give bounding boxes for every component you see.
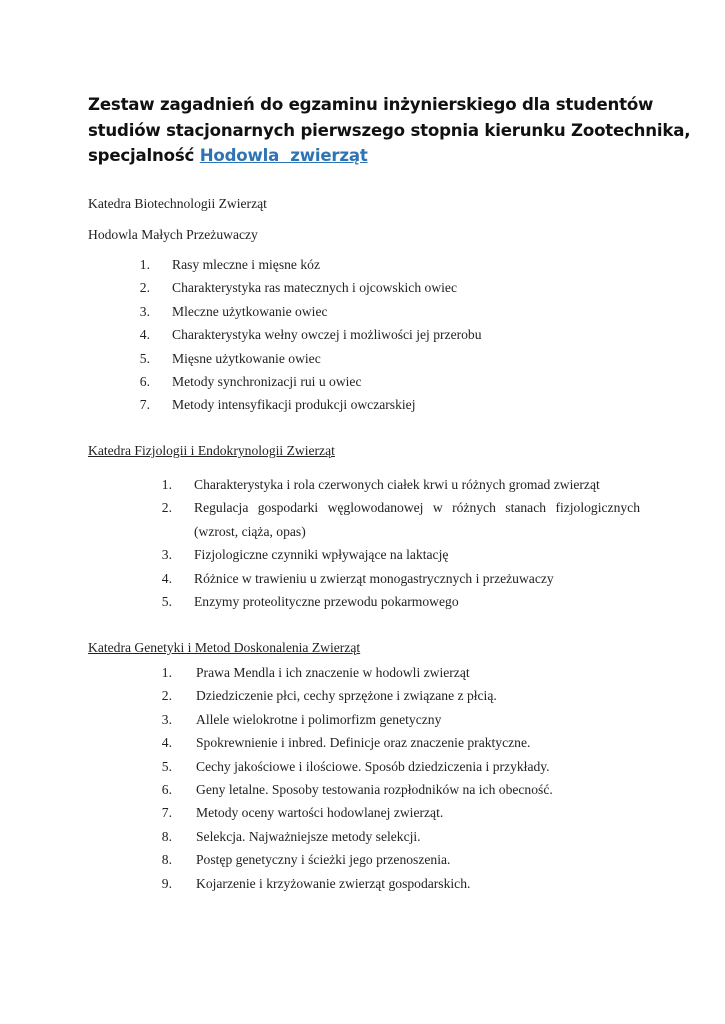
- document-title: [88, 92, 691, 169]
- item-text: Mięsne użytkowanie owiec: [172, 350, 321, 366]
- item-text: Dziedziczenie płci, cechy sprzężone i związane z płcią.: [196, 688, 497, 704]
- item-text: Kojarzenie i krzyżowanie zwierząt gospodarskich.: [196, 875, 471, 891]
- item-number: 5.: [139, 350, 150, 366]
- title-line-3: [88, 143, 688, 169]
- item-text: [194, 496, 640, 543]
- list-item: [154, 496, 640, 543]
- item-text: Prawa Mendla i ich znaczenie w hodowli zwierząt: [196, 665, 470, 680]
- list-item: [154, 590, 640, 613]
- item-text: Selekcja. Najważniejsze metody selekcji.: [196, 828, 421, 844]
- item-number: 3.: [161, 547, 172, 563]
- item-number: 4.: [139, 327, 150, 343]
- item-text: Metody oceny wartości hodowlanej zwierząt.: [196, 805, 444, 821]
- item-number: 3.: [161, 711, 172, 727]
- item-number: 7.: [139, 397, 150, 413]
- item-text: Allele wielokrotne i polimorfizm genetyczny: [196, 711, 442, 727]
- item-number: 6.: [161, 781, 172, 797]
- section-heading-genetics: Katedra Genetyki i Metod Doskonalenia Zwierząt: [88, 640, 361, 655]
- item-text: Geny letalne. Sposoby testowania rozpłodników na ich obecność.: [196, 781, 553, 797]
- item-number: 9.: [161, 875, 172, 891]
- list-item: [154, 543, 640, 566]
- item-text: Spokrewnienie i inbred. Definicje oraz znaczenie praktyczne.: [196, 735, 531, 751]
- item-text: Postęp genetyczny i ścieżki jego przenoszenia.: [196, 852, 451, 868]
- section-subheading-small-ruminants: Hodowla Małych Przeżuwaczy: [88, 227, 258, 242]
- list-item: [154, 473, 640, 496]
- item-number: 1.: [139, 257, 150, 272]
- item-text: Enzymy proteolityczne przewodu pokarmowego: [194, 593, 459, 609]
- item-number: 4.: [161, 570, 172, 586]
- item-number: 6.: [139, 373, 150, 389]
- item-number: 1.: [161, 477, 172, 492]
- item-number: 4.: [161, 735, 172, 751]
- item-number: 5.: [161, 593, 172, 609]
- item-number: 5.: [161, 758, 172, 774]
- item-text: Metody synchronizacji rui u owiec: [172, 373, 362, 389]
- section-heading-physiology: Katedra Fizjologii i Endokrynologii Zwierząt: [88, 443, 335, 458]
- item-text: Mleczne użytkowanie owiec: [172, 303, 328, 319]
- item-number: 2.: [161, 500, 172, 516]
- item-text: Charakterystyka ras matecznych i ojcowskich owiec: [172, 280, 457, 296]
- item-number: 3.: [139, 303, 150, 319]
- title-line-2: studiów stacjonarnych pierwszego stopnia kierunku Zootechnika,: [88, 120, 691, 140]
- item-number: 7.: [161, 805, 172, 821]
- item-text-line-2: (wzrost, ciąża, opas): [194, 523, 306, 539]
- title-line-1: Zestaw zagadnień do egzaminu inżynierskiego dla studentów: [88, 95, 654, 114]
- item-number: 2.: [161, 688, 172, 704]
- item-text: Fizjologiczne czynniki wpływające na laktację: [194, 547, 449, 563]
- item-number: 2.: [139, 280, 150, 296]
- specialization-link[interactable]: Hodowla zwierząt: [199, 146, 368, 165]
- list-item: [154, 567, 640, 590]
- item-text-line-1: Regulacja gospodarki węglowodanowej w różnych stanach fizjologicznych: [194, 500, 640, 516]
- item-text: Rasy mleczne i mięsne kóz: [172, 257, 320, 272]
- item-text: Cechy jakościowe i ilościowe. Sposób dziedziczenia i przykłady.: [196, 758, 550, 774]
- item-number: 1.: [161, 665, 172, 680]
- item-text: Metody intensyfikacji produkcji owczarskiej: [172, 397, 416, 413]
- item-text: Charakterystyka i rola czerwonych ciałek krwi u różnych gromad zwierząt: [194, 477, 600, 492]
- section-heading-biotechnology: Katedra Biotechnologii Zwierząt: [88, 196, 267, 211]
- title-line-3-prefix: specjalność: [88, 146, 200, 165]
- item-number: 8.: [161, 828, 172, 844]
- item-text: Charakterystyka wełny owczej i możliwości jej przerobu: [172, 327, 482, 343]
- item-text: Różnice w trawieniu u zwierząt monogastrycznych i przeżuwaczy: [194, 570, 554, 586]
- topic-list-physiology: [154, 473, 640, 613]
- item-number: 8.: [161, 852, 172, 868]
